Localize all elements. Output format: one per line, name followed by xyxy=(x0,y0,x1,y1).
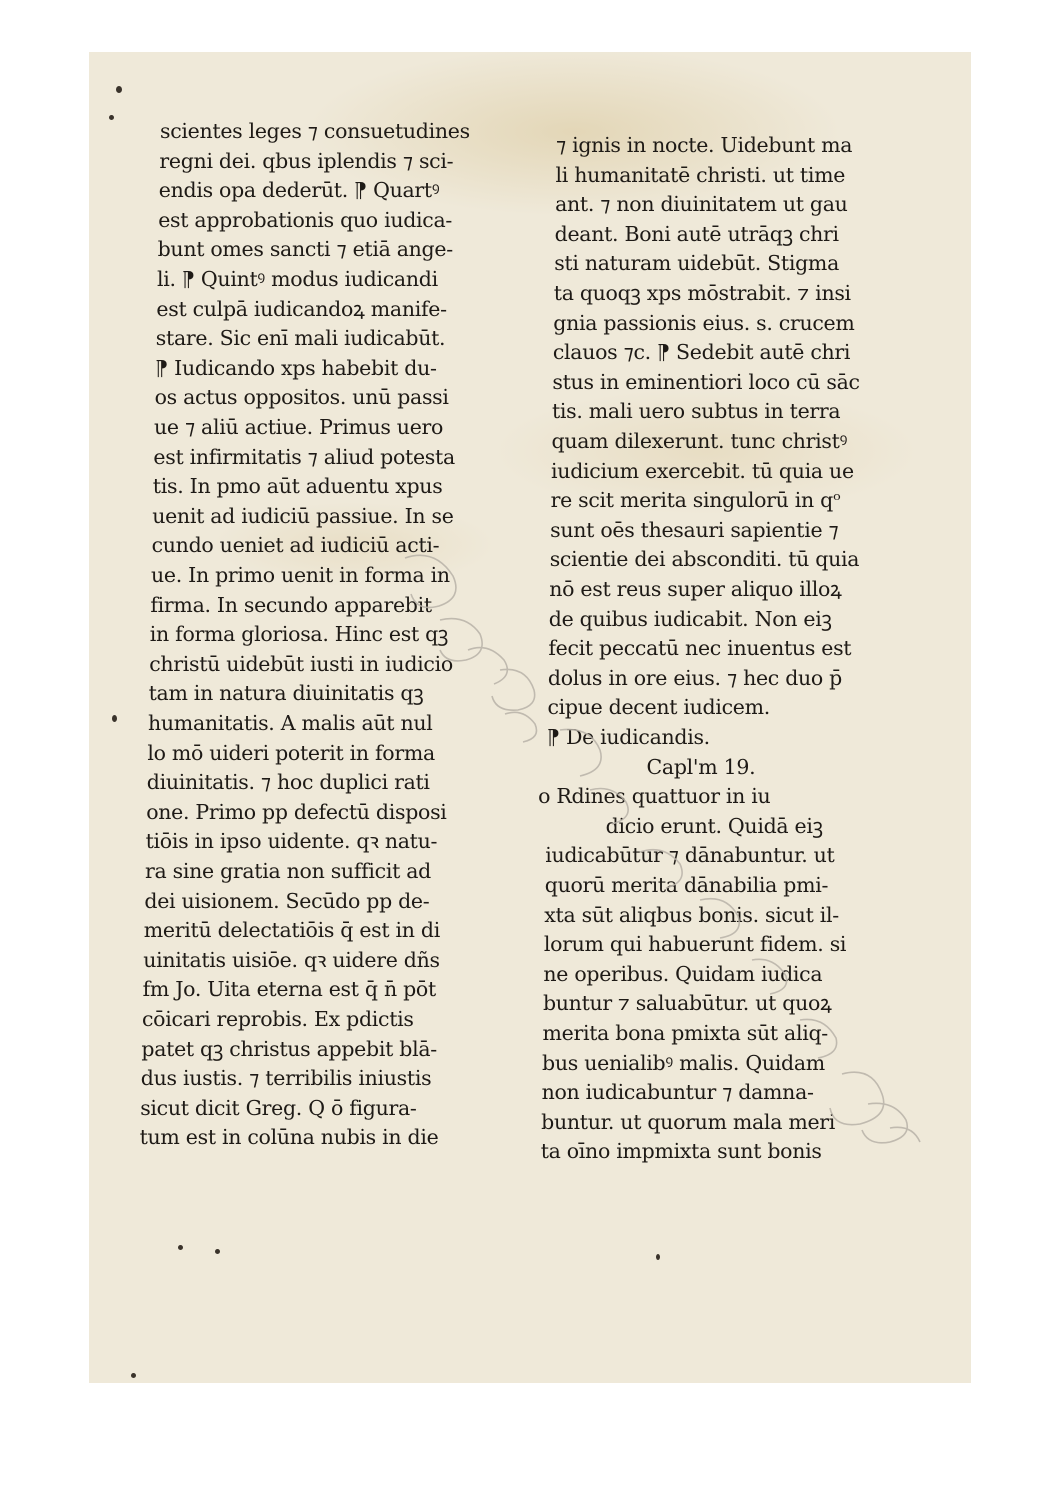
margin-dot xyxy=(656,1254,660,1260)
text-line: christū uidebūt iusti in iudicio xyxy=(149,651,453,676)
text-line: cōicari reprobis. Ex pdictis xyxy=(142,1007,414,1031)
margin-dot xyxy=(131,1373,136,1378)
margin-dot xyxy=(215,1249,220,1254)
text-line: ue. In primo uenit in forma in xyxy=(151,563,450,587)
text-line: de quibus iudicabit. Non eiꝫ xyxy=(548,606,832,631)
text-line: in forma gloriosa. Hinc est qꝫ xyxy=(149,622,449,647)
text-line: dolus in ore eius. ⁊ hec duo p̄ xyxy=(547,665,843,690)
book-page xyxy=(89,52,971,1383)
text-line: est culpā iudicandoꝝ manife‐ xyxy=(156,296,447,321)
text-line: os actus oppositos. unū passi xyxy=(154,385,449,410)
text-line: buntur. ut quorum mala meri xyxy=(541,1109,836,1134)
text-line: non iudicabuntur ⁊ damna‐ xyxy=(541,1080,814,1105)
text-line: lo mō uideri poterit in forma xyxy=(147,740,435,765)
text-line: li. ⁋ Quintꝰ modus iudicandi xyxy=(157,267,438,291)
text-line: humanitatis. A malis aūt nul xyxy=(148,711,433,735)
text-line: meritū delectatiōis q̄ est in di xyxy=(143,918,440,943)
margin-dot xyxy=(116,86,122,93)
text-line: re scit merita singulorū in qᵒ xyxy=(550,488,841,513)
margin-dot xyxy=(178,1245,183,1250)
text-line: cipue decent iudicem. xyxy=(547,695,770,720)
text-line: scientes leges ⁊ consuetudines xyxy=(160,119,470,143)
margin-dot xyxy=(112,715,117,722)
text-line: fm Jo. Uita eterna est q̄ n̄ pōt xyxy=(142,977,436,1002)
text-line: cundo ueniet ad iudiciū acti‐ xyxy=(151,533,440,558)
text-line: ta quoqꝫ xps mōstrabit. ⁊ insi xyxy=(553,281,851,305)
text-line: iudicium exercebit. tū quia ue xyxy=(551,458,854,483)
text-line: dicio erunt. Quidā eiꝫ xyxy=(605,813,823,838)
margin-dot xyxy=(109,115,114,120)
text-line: dus iustis. ⁊ terribilis iniustis xyxy=(140,1066,432,1091)
text-line: merita bona pmixta sūt aliq‐ xyxy=(542,1021,828,1045)
text-line: one. Primo pp defectū disposi xyxy=(146,799,447,824)
text-line: fecit peccatū nec inuentus est xyxy=(548,636,852,661)
text-line: buntur ⁊ saluabūtur. ut quoꝝ xyxy=(542,991,832,1016)
text-line: tis. In pmo aūt aduentu xpus xyxy=(152,474,443,499)
text-line: dei uisionem. Secūdo pp de‐ xyxy=(144,888,430,913)
text-line: gnia passionis eius. s. crucem xyxy=(553,310,855,335)
text-line: bus uenialibꝰ malis. Quidam xyxy=(542,1050,825,1075)
text-line: Capl'm 19. xyxy=(646,754,756,779)
text-line: tis. mali uero subtus in terra xyxy=(551,399,841,424)
text-line: nō est reus super aliquo illoꝝ xyxy=(549,577,842,601)
text-line: patet qꝫ christus appebit blā‐ xyxy=(141,1036,437,1061)
text-line: xta sūt aliqbus bonis. sicut il‐ xyxy=(544,902,839,927)
text-line: tum est in colūna nubis in die xyxy=(139,1125,439,1150)
text-line: ⁊ ignis in nocte. Uidebunt ma xyxy=(556,133,853,157)
text-line: tiōis in ipso uidente. qꝛ natu‐ xyxy=(145,829,438,854)
text-line: firma. In secundo apparebit xyxy=(150,592,432,617)
text-line: stare. Sic enī mali iudicabūt. xyxy=(155,326,446,351)
text-line: ue ⁊ aliū actiue. Primus uero xyxy=(154,415,444,439)
text-line: o Rdines quattuor in iu xyxy=(538,784,771,809)
text-line: clauos ⁊c. ⁋ Sedebit autē chri xyxy=(552,340,851,365)
text-line: ant. ⁊ non diuinitatem ut gau xyxy=(555,192,848,217)
text-line: est approbationis quo iudica‐ xyxy=(158,207,453,232)
text-line: deant. Boni autē utrāqꝫ chri xyxy=(554,221,839,246)
text-line: ta oīno impmixta sunt bonis xyxy=(540,1139,822,1164)
text-line: regni dei. qbus iplendis ⁊ sci‐ xyxy=(159,148,454,173)
text-line: uinitatis uisiōe. qꝛ uidere dñs xyxy=(143,947,440,972)
text-line: scientie dei absconditi. tū quia xyxy=(549,547,860,572)
text-line: bunt omes sancti ⁊ etiā ange‐ xyxy=(157,237,453,262)
text-line: li humanitatē christi. ut time xyxy=(555,162,846,187)
text-line: quam dilexerunt. tunc christꝰ xyxy=(551,429,848,453)
text-line: quorū merita dānabilia pmi‐ xyxy=(544,873,829,897)
text-line: ⁋ Iudicando xps habebit du‐ xyxy=(155,355,437,380)
text-line: lorum qui habuerunt fidem. si xyxy=(543,932,847,957)
text-line: stus in eminentiori loco cū sāc xyxy=(552,369,860,394)
text-line: tam in natura diuinitatis qꝫ xyxy=(148,681,424,706)
text-line: ra sine gratia non sufficit ad xyxy=(145,859,431,883)
text-line: sti naturam uidebūt. Stigma xyxy=(554,251,839,276)
text-line: diuinitatis. ⁊ hoc duplici rati xyxy=(146,770,430,795)
text-line: sunt oēs thesauri sapientie ⁊ xyxy=(550,517,839,542)
text-line: endis opa dederūt. ⁋ Quartꝰ xyxy=(158,178,440,203)
text-line: est infirmitatis ⁊ aliud potesta xyxy=(153,444,455,469)
text-line: ⁋ De iudicandis. xyxy=(547,725,710,749)
text-line: ne operibus. Quidam iudica xyxy=(543,961,823,986)
text-line: sicut dicit Greg. Q ō figura‐ xyxy=(140,1095,417,1120)
text-line: uenit ad iudiciū passiue. In se xyxy=(152,503,454,528)
text-line: iudicabūtur ⁊ dānabuntur. ut xyxy=(545,843,835,868)
